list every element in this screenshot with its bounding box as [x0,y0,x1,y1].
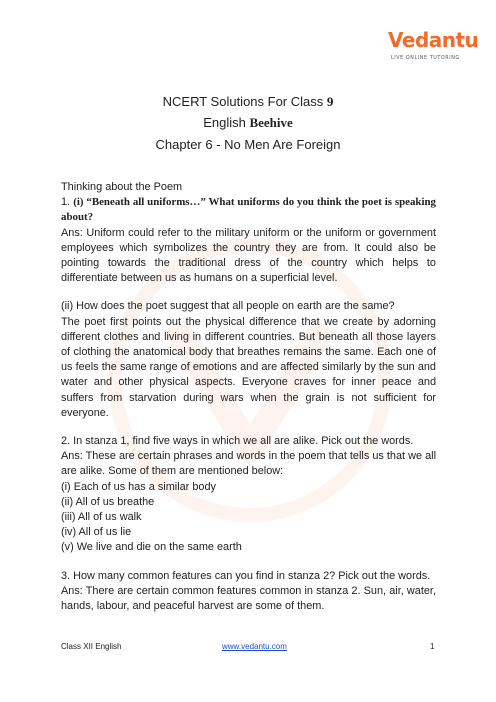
footer-course: Class XII English [61,642,122,651]
answer-2-item: (v) We live and die on the same earth [61,541,242,554]
question-number: 1. [61,196,74,209]
answer-3: Ans: There are certain common features common in stanza 2. Sun, air, water, hands, labour, and peaceful harvest are some of them. [61,584,436,613]
vedantu-logo [388,28,479,68]
question-1-text: (i) “Beneath all uniforms…” What uniforms do you think the poet is speaking about? [61,196,436,224]
page-number: 1 [430,642,435,651]
question-2: 2. In stanza 1, find five ways in which we all are alike. Pick out the words. [61,435,414,448]
question-1-ii: (ii) How does the poet suggest that all people on earth are the same? [61,300,395,313]
logo-wordmark: Vedantu [388,28,479,52]
question-3: 3. How many common features can you find in stanza 2? Pick out the words. [61,569,431,582]
footer-website-link[interactable]: www.vedantu.com [222,642,287,651]
section-title: Thinking about the Poem [61,181,183,193]
answer-2-item: (iv) All of us lie [61,526,132,539]
header-subject-line: English Beehive [203,115,293,130]
logo-tagline: LIVE ONLINE TUTORING [391,56,460,61]
answer-2-item: (ii) All of us breathe [61,495,155,508]
question-1 [61,195,436,225]
content [61,180,436,614]
chapter-title: Chapter 6 - No Men Are Foreign [155,137,341,152]
answer-2: Ans: These are certain phrases and words in the poem that tells us that we all are alike. Some of them are mentioned below: [61,450,436,478]
answer-1: Ans: Uniform could refer to the military uniform or the uniform or government employees which symbolizes the country they are from. It could also be pointing towards the traditional dress of the country which helps to differentiate between us as humans on a superficial level. [61,226,436,285]
answer-2-item: (iii) All of us walk [61,511,142,524]
book-name: Beehive [249,115,293,130]
answer-1-ii: The poet first points out the physical difference that we create by adorning different clothes and living in different countries. But beneath all those layers of clothing the anatomical body that breathes remains the same. Each one of us feels the same range of emotions and are affected similarly by the sun and water and other physical aspects. Everyone craves for inner peace and suffers from starvation during wars when the grain is not sufficient for everyone. [61,315,436,419]
answer-2-item: (i) Each of us has a similar body [61,480,216,493]
header-class-line: NCERT Solutions For Class 9 [162,94,334,109]
class-number: 9 [326,94,334,109]
